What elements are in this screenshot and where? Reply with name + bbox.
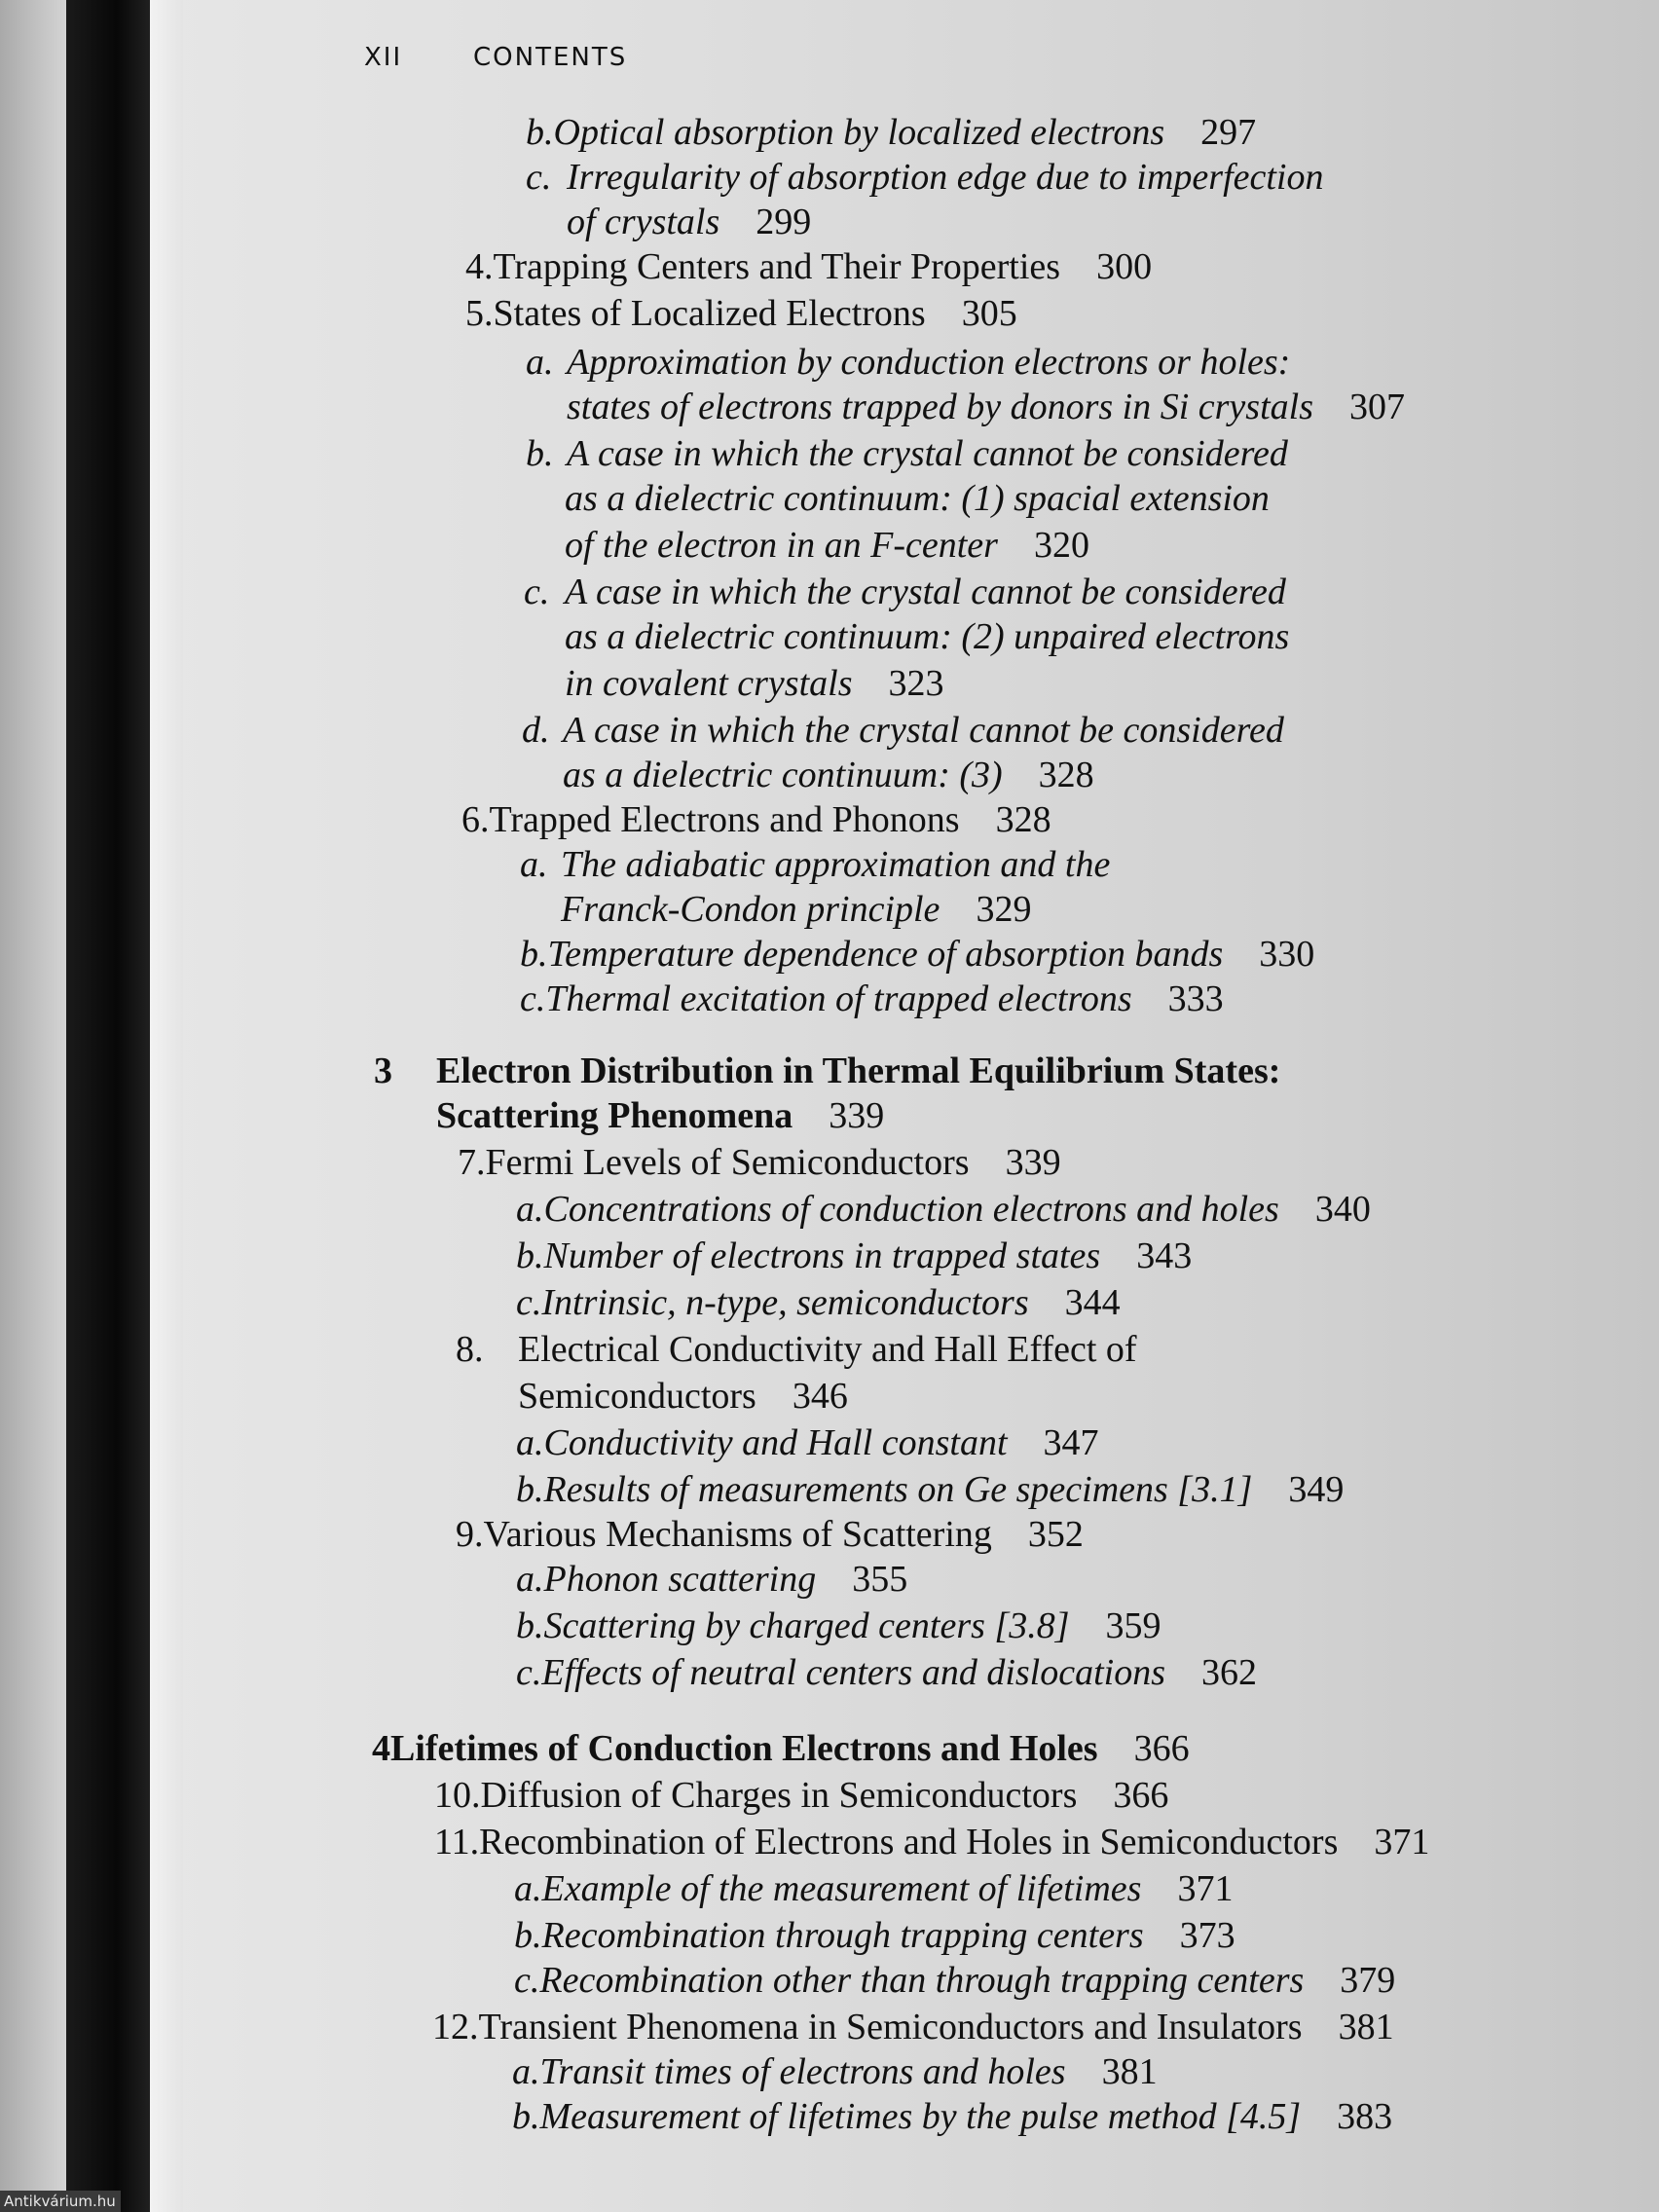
page-number: XII bbox=[364, 43, 403, 72]
book-spine-shadow bbox=[66, 0, 150, 2212]
left-page-edge bbox=[0, 0, 66, 2212]
toc-entry: a. Approximation by conduction electrons or holes: bbox=[526, 342, 1291, 383]
toc-entry: d. A case in which the crystal cannot be considered bbox=[522, 710, 1284, 751]
page-gutter bbox=[150, 0, 183, 2212]
running-head bbox=[364, 43, 627, 72]
toc-entry: c. Irregularity of absorption edge due to imperfection bbox=[526, 157, 1324, 198]
toc-section: 8. Electrical Conductivity and Hall Effect of bbox=[456, 1329, 1137, 1370]
toc-entry: b. A case in which the crystal cannot be considered bbox=[526, 433, 1288, 474]
toc-entry: a. The adiabatic approximation and the bbox=[520, 844, 1111, 885]
toc-entry-continuation: as a dielectric continuum: (2) unpaired electrons bbox=[565, 616, 1290, 657]
toc-entry: c. A case in which the crystal cannot be considered bbox=[524, 571, 1286, 612]
toc-entry-continuation: as a dielectric continuum: (1) spacial extension bbox=[565, 478, 1270, 519]
chapter-heading: 3 Electron Distribution in Thermal Equilibrium States: bbox=[374, 1051, 1281, 1091]
running-title: CONTENTS bbox=[473, 43, 628, 72]
watermark: Antikvárium.hu bbox=[0, 2191, 121, 2212]
